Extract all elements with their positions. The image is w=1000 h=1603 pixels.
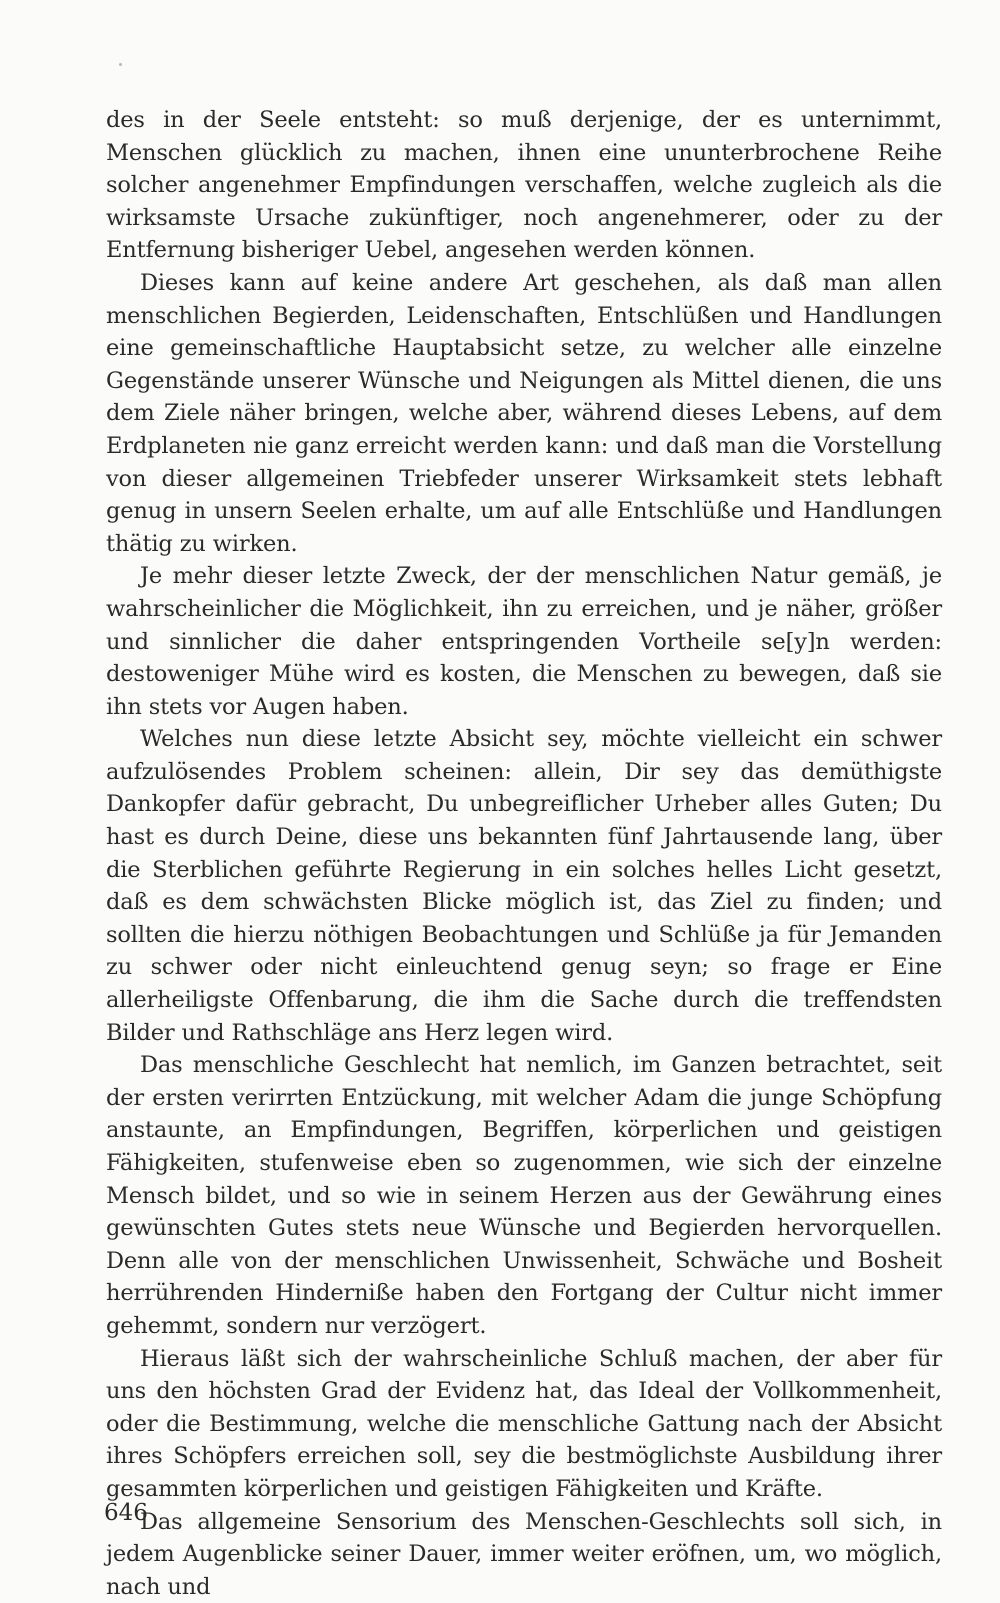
paragraph-continuation: des in der Seele entsteht: so muß derjenige, der es unternimmt, Menschen glücklich zu machen, ihnen eine ununterbrochene Reihe solcher angenehmer Empfindungen verschaffen, welche zugleich als die wirksamste Ursache zukünftiger, noch angenehmerer, oder zu der Entfernung bisheriger Uebel, angesehen werden können. xyxy=(106,107,942,264)
paragraph: Das menschliche Geschlecht hat nemlich, im Ganzen betrachtet, seit der ersten verirrten Entzückung, mit welcher Adam die junge Schöpfung anstaunte, an Empfindungen, Begriffen, körperlichen und geistigen Fähigkeiten, stufenweise eben so zugenommen, wie sich der einzelne Mensch bildet, und so wie in seinem Herzen aus der Gewährung eines gewünschten Gutes stets neue Wünsche und Begierden hervorquellen. Denn alle von der menschlichen Unwissenheit, Schwäche und Bosheit herrührenden Hinderniße haben den Fortgang der Cultur nicht immer gehemmt, sondern nur verzögert. xyxy=(106,1052,942,1339)
paragraph: Hieraus läßt sich der wahrscheinliche Schluß machen, der aber für uns den höchsten Grad der Evidenz hat, das Ideal der Vollkommenheit, oder die Bestimmung, welche die menschliche Gattung nach der Absicht ihres Schöpfers erreichen soll, sey die bestmöglichste Ausbildung ihrer gesammten körperlichen und geistigen Fähigkeiten und Kräfte. xyxy=(106,1345,942,1502)
paragraph: Welches nun diese letzte Absicht sey, möchte vielleicht ein schwer aufzulösendes Problem scheinen: allein, Dir sey das demüthigste Dankopfer dafür gebracht, Du unbegreiflicher Urheber alles Guten; Du hast es durch Deine, diese uns bekannten fünf Jahrtausende lang, über die Sterblichen geführte Regierung in ein solches helles Licht gesetzt, daß es dem schwächsten Blicke möglich ist, das Ziel zu finden; und sollten die hierzu nöthigen Beobachtungen und Schlüße ja für Jemanden zu schwer oder nicht einleuchtend genug seyn; so frage er Eine allerheiligste Offenbarung, die ihm die Sache durch die treffendsten Bilder und Rathschläge ans Herz legen wird. xyxy=(106,726,942,1046)
paragraph-last: Das allgemeine Sensorium des Menschen-Geschlechts soll sich, in jedem Augenblicke seiner Dauer, immer weiter eröfnen, um, wo möglich, nach und xyxy=(106,1508,942,1600)
paper-speck xyxy=(119,63,122,66)
page-number: 646 xyxy=(104,1500,148,1526)
paragraph: Dieses kann auf keine andere Art geschehen, als daß man allen menschlichen Begierden, Leidenschaften, Entschlüßen und Handlungen eine gemeinschaftliche Hauptabsicht setze, zu welcher alle einzelne Gegenstände unserer Wünsche und Neigungen als Mittel dienen, die uns dem Ziele näher bringen, welche aber, während dieses Lebens, auf dem Erdplaneten nie ganz erreicht werden kann: und daß man die Vorstellung von dieser allgemeinen Triebfeder unserer Wirksamkeit stets lebhaft genug in unsern Seelen erhalte, um auf alle Entschlüße und Handlungen thätig zu wirken. xyxy=(106,269,942,557)
paragraph: Je mehr dieser letzte Zweck, der der menschlichen Natur gemäß, je wahrscheinlicher die Möglichkeit, ihn zu erreichen, und je näher, größer und sinnlicher die daher entspringenden Vortheile se[y]n werden: destoweniger Mühe wird es kosten, die Menschen zu bewegen, daß sie ihn stets vor Augen haben. xyxy=(106,563,942,720)
body-text xyxy=(106,104,942,1603)
